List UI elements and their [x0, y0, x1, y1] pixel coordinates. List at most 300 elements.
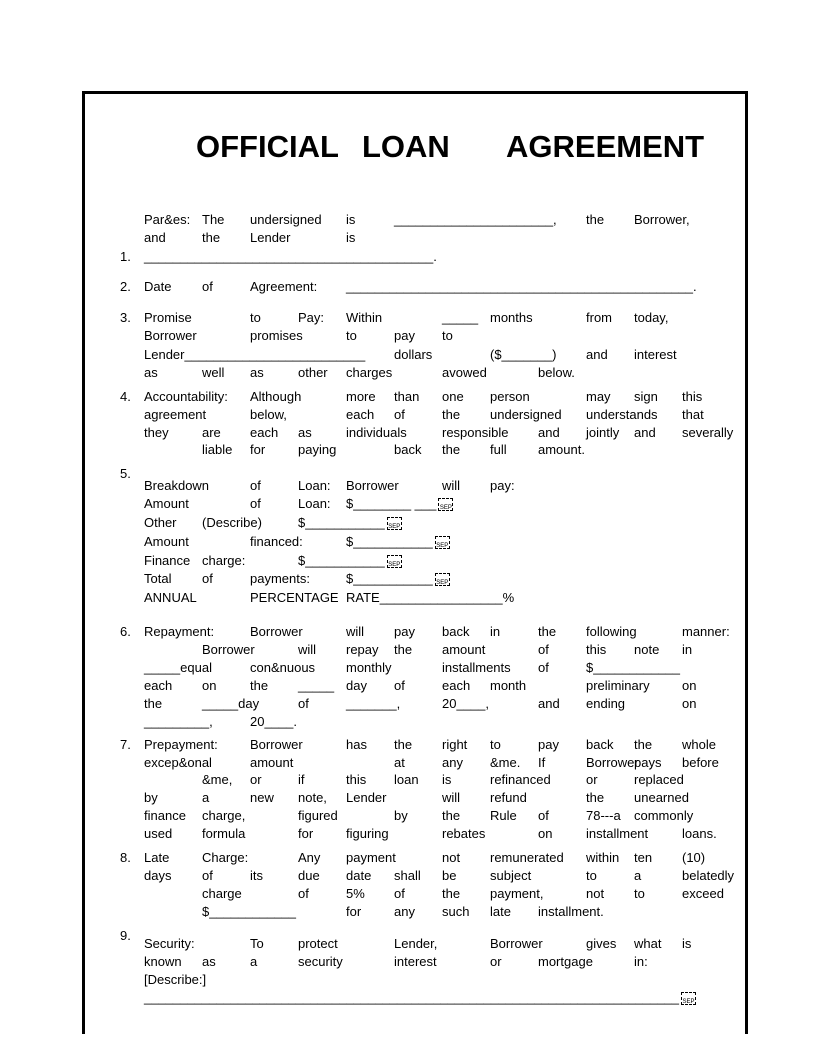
text: to [442, 328, 453, 343]
text: pays [634, 755, 662, 770]
text: Borrower [490, 936, 543, 951]
text: belatedly [682, 868, 735, 883]
text: replaced [634, 772, 684, 787]
max-late-fee-field[interactable]: $____________ [202, 904, 296, 919]
text: charge, [202, 808, 246, 823]
field-text: $___________ [346, 534, 433, 549]
text: sign [634, 389, 658, 404]
section-number: 1. [120, 249, 131, 264]
text: manner: [682, 624, 730, 639]
text: security [298, 954, 343, 969]
text: formula [202, 826, 246, 841]
section-number: 3. [120, 310, 131, 325]
text: mortgage [538, 954, 593, 969]
promise-line [144, 309, 736, 327]
text: of [538, 660, 549, 675]
text: figuring [346, 826, 389, 841]
text: a [202, 790, 210, 805]
text: Late [144, 850, 170, 865]
accountability-line [144, 406, 736, 424]
text: is [346, 212, 356, 227]
field-text: $___________ [298, 515, 385, 530]
text: amount [250, 755, 294, 770]
text: or [586, 772, 598, 787]
text: well [202, 365, 225, 380]
text: the [394, 737, 413, 752]
text: right [442, 737, 468, 752]
text: loans. [682, 826, 717, 841]
late-charge-line [144, 849, 736, 867]
text: promises [250, 328, 303, 343]
title-word: AGREEMENT [506, 129, 705, 164]
text: Amount [144, 534, 189, 549]
text: repay [346, 642, 379, 657]
text: be [442, 868, 457, 883]
section-number: 6. [120, 624, 131, 639]
text: has [346, 737, 367, 752]
text: back [442, 624, 470, 639]
breakdown-line [144, 477, 736, 495]
text: pay [394, 624, 415, 639]
text: and [634, 425, 656, 440]
text: Loan: [298, 496, 331, 511]
text: will [298, 642, 317, 657]
text: and [144, 230, 166, 245]
text: ending [586, 696, 626, 711]
text: due [298, 868, 320, 883]
text: unearned [634, 790, 689, 805]
section-number: 2. [120, 279, 131, 294]
apr-field[interactable]: RATE_________________% [346, 590, 515, 605]
text: Although [250, 389, 302, 404]
text: To [250, 936, 264, 951]
installment-amount-field[interactable]: $____________ [586, 660, 680, 675]
text: as [250, 365, 264, 380]
text: is [442, 772, 452, 787]
text: subject [490, 868, 532, 883]
late-charge-line [144, 903, 736, 921]
security-description-field[interactable] [144, 989, 696, 1007]
text: charges [346, 365, 393, 380]
security-line [144, 989, 736, 1007]
prepayment-line [144, 736, 736, 754]
text: its [250, 868, 263, 883]
section-number: 5. [120, 466, 131, 481]
sep-marker-icon: SEP [387, 517, 402, 530]
text: Any [298, 850, 321, 865]
late-charge-line [144, 867, 736, 885]
text: this [682, 389, 703, 404]
repayment-line [144, 659, 736, 677]
loan-amount-field[interactable] [346, 495, 453, 513]
text: the [250, 678, 269, 693]
text: and [538, 425, 560, 440]
text: liable [202, 442, 233, 457]
installments-count-field[interactable]: _____equal [144, 660, 212, 675]
text: this [346, 772, 367, 787]
text: on [538, 826, 553, 841]
text: undersigned [250, 212, 322, 227]
text: installments [442, 660, 511, 675]
text: on [202, 678, 217, 693]
text: in [682, 642, 693, 657]
text: Agreement: [250, 279, 318, 294]
section-number: 8. [120, 850, 131, 865]
text: the [586, 790, 605, 805]
text: undersigned [490, 407, 562, 422]
text: Lender [250, 230, 291, 245]
end-date-field[interactable]: _________, [144, 714, 213, 729]
text: shall [394, 868, 421, 883]
text: Security: [144, 936, 195, 951]
text: month [490, 678, 527, 693]
text: protect [298, 936, 338, 951]
parties-line [144, 211, 736, 229]
text: not [586, 886, 605, 901]
text: Lender [346, 790, 387, 805]
text: Borrower [586, 755, 639, 770]
text: as [144, 365, 158, 380]
text: as [298, 425, 312, 440]
text: avowed [442, 365, 487, 380]
text: known [144, 954, 182, 969]
text: note, [298, 790, 327, 805]
promise-line [144, 327, 736, 345]
section-number: 9. [120, 928, 131, 943]
text: gives [586, 936, 617, 951]
text: Charge: [202, 850, 249, 865]
text: understands [586, 407, 658, 422]
text: 5% [346, 886, 365, 901]
promise-line [144, 346, 736, 364]
text: for [298, 826, 314, 841]
text: days [144, 868, 172, 883]
text: Other [144, 515, 177, 530]
text: new [250, 790, 274, 805]
text: individuals [346, 425, 407, 440]
breakdown-line [144, 552, 736, 570]
sep-marker-icon: SEP [387, 555, 402, 568]
text: Rule [490, 808, 517, 823]
repayment-line [144, 677, 736, 695]
lender-name-field[interactable]: ________________________________________. [144, 249, 437, 264]
sep-marker-icon: SEP [681, 992, 696, 1005]
text: Prepayment: [144, 737, 218, 752]
text: will [442, 478, 461, 493]
text: used [144, 826, 173, 841]
text: interest [634, 347, 677, 362]
accountability-line [144, 424, 736, 442]
text: of [394, 407, 405, 422]
text: Within [346, 310, 383, 325]
text: agreement [144, 407, 207, 422]
text: the [394, 642, 413, 657]
repayment-line [144, 641, 736, 659]
text: following [586, 624, 637, 639]
text: Accountability: [144, 389, 228, 404]
text: other [298, 365, 328, 380]
text: monthly [346, 660, 392, 675]
breakdown-line [144, 514, 736, 532]
text: this [586, 642, 607, 657]
start-year-field[interactable]: 20____, [442, 696, 489, 711]
sep-marker-icon: SEP [438, 498, 453, 511]
late-charge-line [144, 885, 736, 903]
text: Date [144, 279, 172, 294]
text: to [346, 328, 357, 343]
agreement-date-field[interactable]: ________________________________________________. [346, 279, 697, 294]
repayment-line [144, 713, 736, 731]
text: ANNUAL [144, 590, 197, 605]
text: &me, [202, 772, 233, 787]
text: Repayment: [144, 624, 215, 639]
amount-financed-field[interactable] [346, 533, 450, 551]
text: each [144, 678, 173, 693]
text: day [346, 678, 367, 693]
finance-charge-field[interactable] [298, 552, 402, 570]
text: below, [250, 407, 287, 422]
text: that [682, 407, 704, 422]
text: the [538, 624, 557, 639]
text: of [250, 496, 261, 511]
text: figured [298, 808, 338, 823]
sep-marker-icon: SEP [435, 573, 450, 586]
text: refund [490, 790, 527, 805]
months-field[interactable]: _____ [442, 310, 479, 325]
text: on [682, 678, 697, 693]
field-text: $________ ___ [346, 496, 437, 511]
text: amount [442, 642, 486, 657]
lender-amount-field[interactable]: Lender_________________________ [144, 347, 366, 362]
text: such [442, 904, 470, 919]
text: refinanced [490, 772, 551, 787]
text: at [394, 755, 405, 770]
text: severally [682, 425, 734, 440]
text: the [442, 407, 461, 422]
prepayment-line [144, 771, 736, 789]
text: any [394, 904, 415, 919]
text: to [250, 310, 261, 325]
borrower-name-field[interactable]: ______________________, [394, 212, 557, 227]
dollar-amount-field[interactable]: ($_______) [490, 347, 557, 362]
text: (Describe) [202, 515, 262, 530]
text: dollars [394, 347, 433, 362]
text: Loan: [298, 478, 331, 493]
text: installment. [538, 904, 604, 919]
text: payments: [250, 571, 310, 586]
security-line [144, 935, 736, 953]
text: may [586, 389, 611, 404]
due-day-field[interactable]: _____ [298, 678, 335, 693]
text: &me. [490, 755, 521, 770]
text: months [490, 310, 533, 325]
text: within [586, 850, 620, 865]
repayment-line [144, 623, 736, 641]
breakdown-line [144, 570, 736, 588]
text: charge: [202, 553, 246, 568]
text: of [394, 678, 405, 693]
text: any [442, 755, 463, 770]
text: preliminary [586, 678, 650, 693]
text: below. [538, 365, 575, 380]
text: as [202, 954, 216, 969]
text: each [250, 425, 279, 440]
text: of [538, 642, 549, 657]
text: jointly [586, 425, 620, 440]
text: pay: [490, 478, 515, 493]
text: note [634, 642, 660, 657]
text: [Describe:] [144, 972, 207, 987]
text: than [394, 389, 420, 404]
text: PERCENTAGE [250, 590, 339, 605]
text: charge [202, 886, 242, 901]
section-number: 7. [120, 737, 131, 752]
text: Borrower [250, 737, 303, 752]
breakdown-line [144, 495, 736, 513]
section-number: 4. [120, 389, 131, 404]
text: Borrower [202, 642, 255, 657]
text: of [202, 868, 213, 883]
text: back [394, 442, 422, 457]
text: in: [634, 954, 648, 969]
text: excep&onal [144, 755, 212, 770]
text: to [586, 868, 597, 883]
text: pay [538, 737, 559, 752]
prepayment-line [144, 754, 736, 772]
text: from [586, 310, 612, 325]
text: each [346, 407, 375, 422]
text: Finance [144, 553, 191, 568]
text: of [538, 808, 549, 823]
text: Par&es: [144, 212, 191, 227]
text: of [298, 886, 309, 901]
accountability-line [144, 441, 736, 459]
text: rebates [442, 826, 486, 841]
text: the [442, 808, 461, 823]
breakdown-line [144, 589, 736, 607]
text: is [346, 230, 356, 245]
text: Lender, [394, 936, 438, 951]
text: loan [394, 772, 419, 787]
text: a [250, 954, 258, 969]
text: for [250, 442, 266, 457]
text: whole [682, 737, 716, 752]
repayment-line [144, 695, 736, 713]
prepayment-line [144, 789, 736, 807]
start-day-field[interactable]: _____day [202, 696, 260, 711]
parties-line [144, 248, 736, 266]
text: in [490, 624, 501, 639]
text: of [298, 696, 309, 711]
promise-line [144, 364, 736, 382]
text: full [490, 442, 507, 457]
text: commonly [634, 808, 694, 823]
breakdown-line [144, 533, 736, 551]
text: and [538, 696, 560, 711]
text: Promise [144, 310, 192, 325]
text: exceed [682, 886, 724, 901]
text: each [442, 678, 471, 693]
sep-marker-icon: SEP [435, 536, 450, 549]
security-line [144, 971, 736, 989]
text: of [394, 886, 405, 901]
text: date [346, 868, 372, 883]
prepayment-line [144, 807, 736, 825]
text: the [586, 212, 605, 227]
text: of [202, 571, 213, 586]
text: by [394, 808, 408, 823]
text: remunerated [490, 850, 564, 865]
date-line [144, 278, 736, 296]
text: what [634, 936, 662, 951]
text: are [202, 425, 221, 440]
text: the [442, 442, 461, 457]
text: the [634, 737, 653, 752]
text: amount. [538, 442, 585, 457]
text: is [682, 936, 692, 951]
text: or [490, 954, 502, 969]
text: a [634, 868, 642, 883]
page-title [0, 129, 816, 169]
text: Borrower [346, 478, 399, 493]
text: If [538, 755, 546, 770]
text: paying [298, 442, 337, 457]
text: of [202, 279, 213, 294]
text: today, [634, 310, 669, 325]
start-month-field[interactable]: _______, [346, 696, 401, 711]
text: one [442, 389, 464, 404]
text: 78---a [586, 808, 621, 823]
text: back [586, 737, 614, 752]
text: on [682, 696, 697, 711]
parties-line [144, 229, 736, 247]
text: late [490, 904, 511, 919]
text: for [346, 904, 362, 919]
title-word: OFFICIAL [196, 129, 339, 164]
text: Borrower [250, 624, 303, 639]
total-payments-field[interactable] [346, 570, 450, 588]
text: or [250, 772, 262, 787]
field-text: __________________________________________________________________________ [144, 990, 680, 1005]
accountability-line [144, 388, 736, 406]
text: to [490, 737, 501, 752]
text: con&nuous [250, 660, 316, 675]
text: the [442, 886, 461, 901]
text: Amount [144, 496, 189, 511]
text: (10) [682, 850, 706, 865]
text: if [298, 772, 305, 787]
text: payment, [490, 886, 544, 901]
end-year-field[interactable]: 20____. [250, 714, 297, 729]
text: Borrower, [634, 212, 690, 227]
text: and [586, 347, 608, 362]
text: payment [346, 850, 396, 865]
text: responsible [442, 425, 509, 440]
text: the [202, 230, 221, 245]
text: ten [634, 850, 653, 865]
text: Pay: [298, 310, 325, 325]
security-line [144, 953, 736, 971]
prepayment-line [144, 825, 736, 843]
field-text: $___________ [346, 571, 433, 586]
title-word: LOAN [362, 129, 450, 164]
text: by [144, 790, 158, 805]
other-amount-field[interactable] [298, 514, 402, 532]
text: they [144, 425, 169, 440]
text: Total [144, 571, 172, 586]
text: before [682, 755, 719, 770]
text: Breakdown [144, 478, 210, 493]
